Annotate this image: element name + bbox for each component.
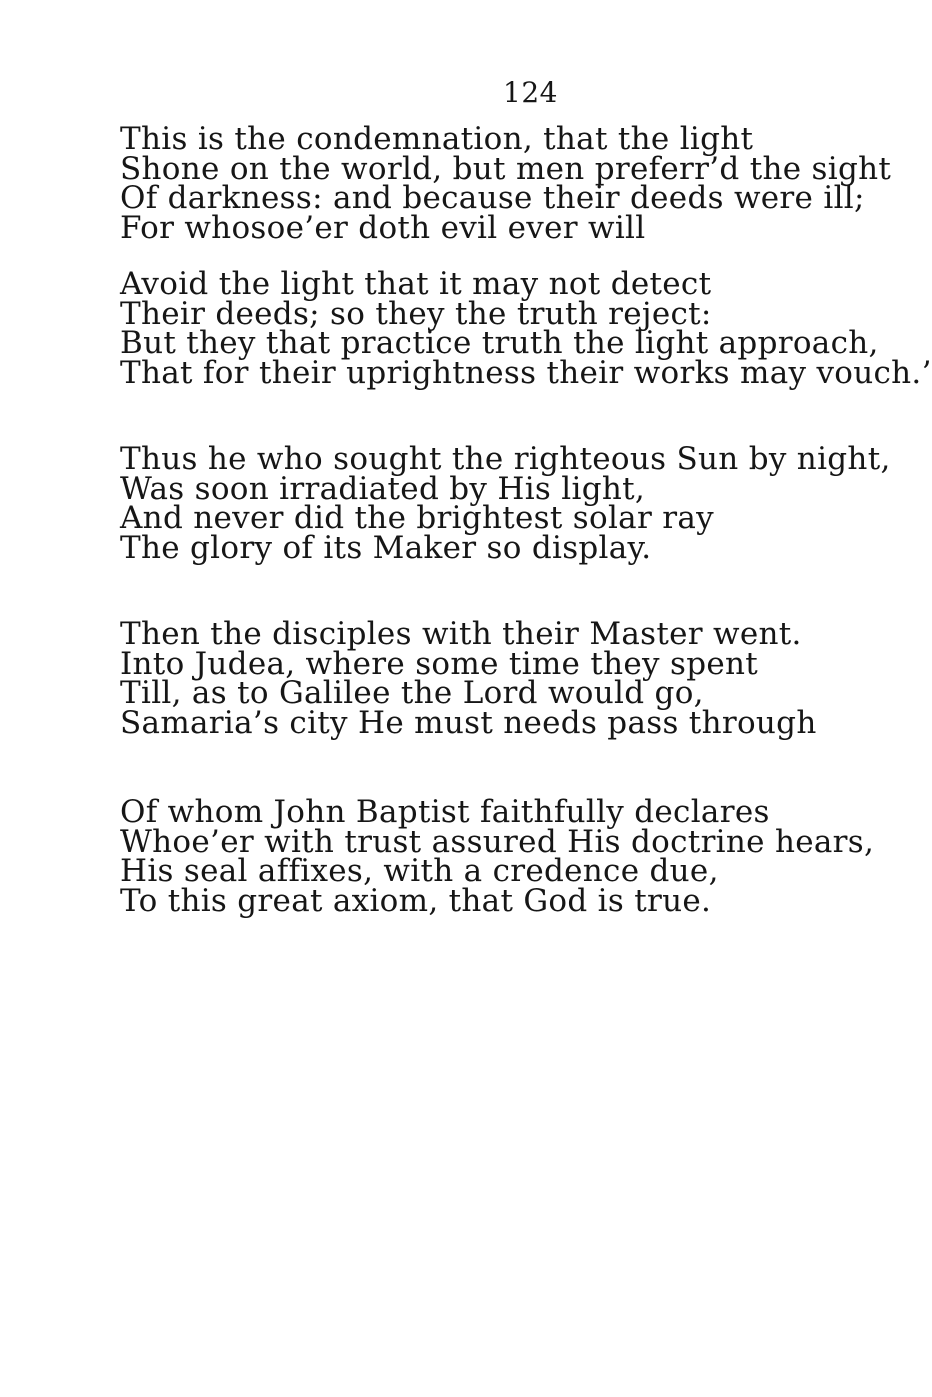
verse-line: Till, as to Galilee the Lord would go, bbox=[120, 675, 704, 711]
page-number: 124 bbox=[503, 76, 558, 109]
verse-line: Into Judea, where some time they spent bbox=[120, 645, 759, 682]
verse-line: To this great axiom, that God is true. bbox=[120, 882, 712, 919]
stanza-1 bbox=[120, 121, 892, 246]
verse-line: That for their uprightness their works may vouch.’ bbox=[120, 354, 932, 391]
verse-line: Thus he who sought the righteous Sun by night, bbox=[120, 441, 891, 477]
verse-line: Of whom John Baptist faithfully declares bbox=[120, 794, 770, 830]
stanza-3 bbox=[120, 441, 891, 566]
verse-line: Then the disciples with their Master went. bbox=[120, 616, 802, 652]
verse-line: Whoe’er with trust assured His doctrine hears, bbox=[120, 823, 875, 860]
verse-line: Avoid the light that it may not detect bbox=[120, 266, 712, 302]
verse-line: His seal affixes, with a credence due, bbox=[120, 853, 719, 889]
verse-line: Was soon irradiated by His light, bbox=[120, 470, 646, 507]
verse-line: But they that practice truth the light approach, bbox=[120, 325, 879, 361]
verse-line: This is the condemnation, that the light bbox=[120, 121, 754, 157]
verse-line: Their deeds; so they the truth reject: bbox=[120, 295, 712, 332]
verse-line: The glory of its Maker so display. bbox=[120, 529, 652, 566]
stanza-5 bbox=[120, 794, 875, 919]
verse-line: Samaria’s city He must needs pass through bbox=[120, 704, 817, 741]
stanza-4 bbox=[120, 616, 817, 741]
verse-line: Shone on the world, but men preferr’d the sight bbox=[120, 150, 892, 187]
stanza-2 bbox=[120, 266, 932, 391]
verse-line: For whosoe’er doth evil ever will bbox=[120, 209, 646, 246]
verse-line: And never did the brightest solar ray bbox=[120, 500, 714, 536]
verse-line: Of darkness: and because their deeds were ill; bbox=[120, 180, 865, 216]
